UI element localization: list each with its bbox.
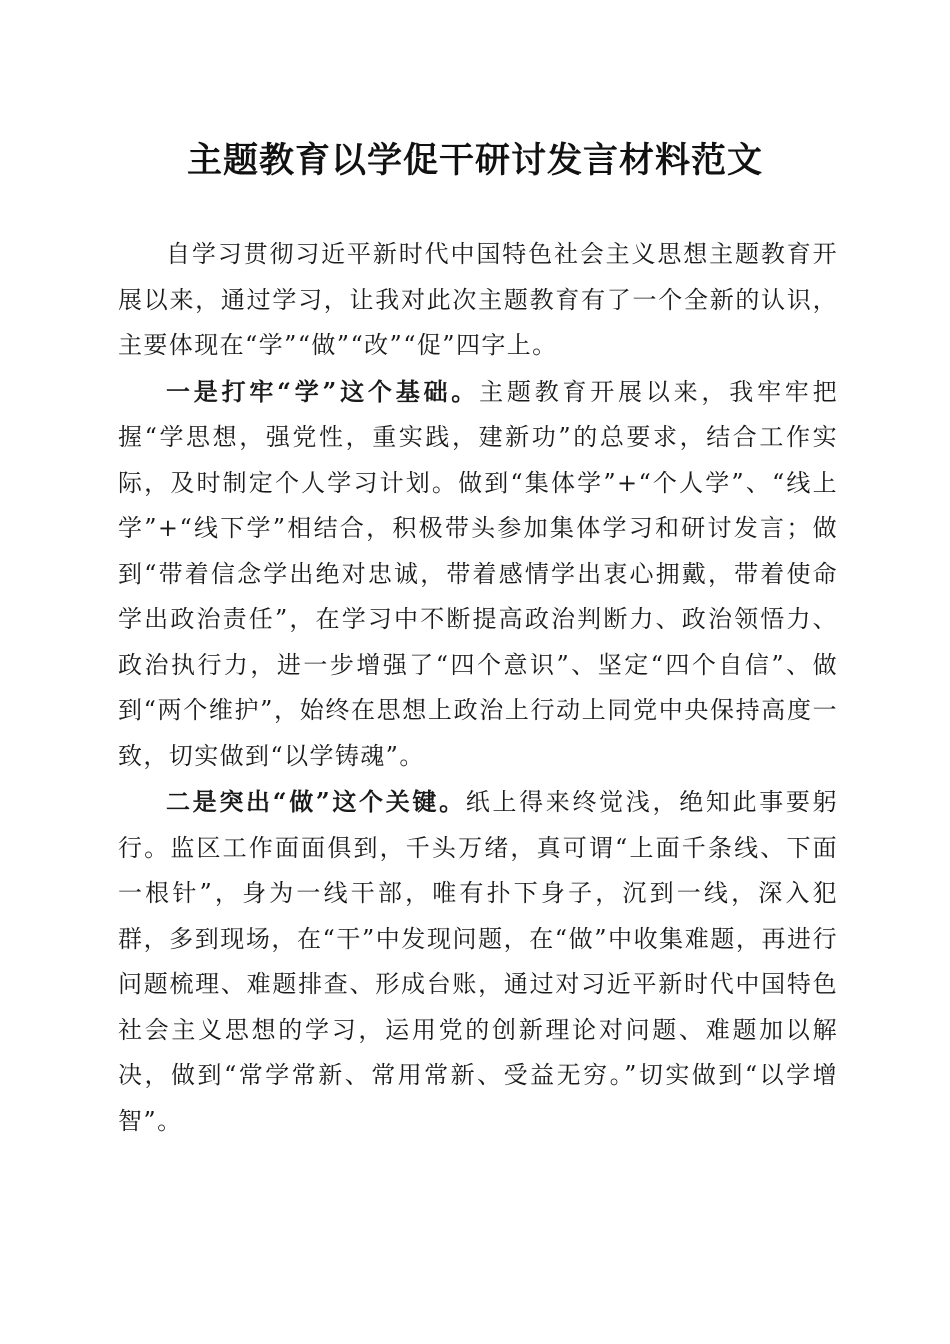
paragraph-intro — [118, 232, 838, 369]
paragraph-lead: 一是打牢“学”这个基础。 — [166, 376, 480, 406]
paragraph-text: 主题教育开展以来，我牢牢把握“学思想，强党性，重实践，建新功”的总要求，结合工作实际，及时制定个人学习计划。做到“集体学”+“个人学”、“线上学”+“线下学”相结合，积极带头参加集体学习和研讨发言；做到“带着信念学出绝对忠诚，带着感情学出衷心拥戴，带着使命学出政治责任”，在学习中不断提高政治判断力、政治领悟力、政治执行力，进一步增强了“四个意识”、坚定“四个自信”、做到“两个维护”，始终在思想上政治上行动上同党中央保持高度一致，切实做到“以学铸魂”。 — [118, 377, 838, 770]
paragraph-practice — [118, 779, 838, 1144]
paragraph-text: 自学习贯彻习近平新时代中国特色社会主义思想主题教育开展以来，通过学习，让我对此次主题教育有了一个全新的认识，主要体现在“学”“做”“改”“促”四字上。 — [118, 240, 838, 359]
document-body — [118, 232, 838, 1144]
paragraph-study — [118, 369, 838, 780]
document-title: 主题教育以学促干研讨发言材料范文 — [186, 140, 763, 181]
paragraph-lead: 二是突出“做”这个关键。 — [166, 787, 466, 816]
paragraph-text: 纸上得来终觉浅，绝知此事要躬行。监区工作面面俱到，千头万绪，真可谓“上面千条线、下面一根针”，身为一线干部，唯有扑下身子，沉到一线，深入犯群，多到现场，在“干”中发现问题，在“做”中收集难题，再进行问题梳理、难题排查、形成台账，通过对习近平新时代中国特色社会主义思想的学习，运用党的创新理论对问题、难题加以解决，做到“常学常新、常用常新、受益无穷。”切实做到“以学增智”。 — [118, 788, 838, 1135]
